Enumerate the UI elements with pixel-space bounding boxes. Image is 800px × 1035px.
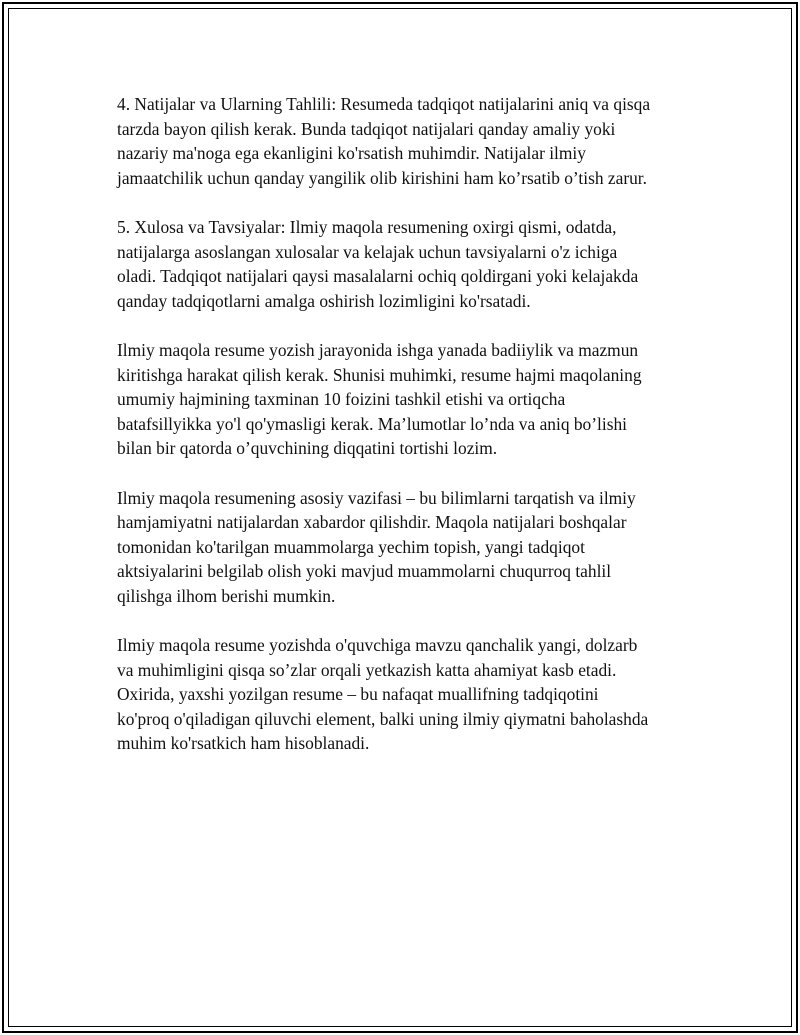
paragraph-final-remarks — [117, 633, 689, 756]
text-line: qanday tadqiqotlarni amalga oshirish lozimligini ko'rsatadi. — [117, 290, 531, 311]
text-line: oladi. Tadqiqot natijalari qaysi masalalarni ochiq qoldirgani yoki kelajakda — [117, 266, 639, 287]
text-line: jamaatchilik uchun qanday yangilik olib kirishini ham ko’rsatib o’tish zarur. — [117, 167, 647, 188]
text-line: Oxirida, yaxshi yozilgan resume – bu nafaqat muallifning tadqiqotini — [117, 684, 599, 705]
text-line: ko'proq o'qiladigan qiluvchi element, balki uning ilmiy qiymatni baholashda — [117, 708, 649, 729]
paragraph-results-analysis — [117, 92, 689, 190]
text-line: tarzda bayon qilish kerak. Bunda tadqiqot natijalari qanday amaliy yoki — [117, 118, 616, 139]
text-line: 5. Xulosa va Tavsiyalar: Ilmiy maqola resumening oxirgi qismi, odatda, — [117, 216, 617, 237]
text-line: tomonidan ko'tarilgan muammolarga yechim topish, yangi tadqiqot — [117, 536, 585, 557]
document-body — [117, 92, 689, 781]
text-line: Ilmiy maqola resume yozish jarayonida ishga yanada badiiylik va mazmun — [117, 339, 639, 360]
text-line: va muhimligini qisqa so’zlar orqali yetkazish katta ahamiyat kasb etadi. — [117, 659, 617, 680]
text-line: nazariy ma'noga ega ekanligini ko'rsatish muhimdir. Natijalar ilmiy — [117, 143, 586, 164]
text-line: Ilmiy maqola resumening asosiy vazifasi – bu bilimlarni tarqatish va ilmiy — [117, 487, 636, 508]
text-line: Ilmiy maqola resume yozishda o'quvchiga mavzu qanchalik yangi, dolzarb — [117, 635, 638, 656]
text-line: muhim ko'rsatkich ham hisoblanadi. — [117, 733, 370, 754]
text-line: hamjamiyatni natijalardan xabardor qilishdir. Maqola natijalari boshqalar — [117, 512, 627, 533]
paragraph-conclusion-recommendations — [117, 215, 689, 313]
paragraph-writing-process — [117, 338, 689, 461]
paragraph-main-purpose — [117, 486, 689, 609]
text-line: umumiy hajmining taxminan 10 foizini tashkil etishi va ortiqcha — [117, 389, 566, 410]
text-line: kiritishga harakat qilish kerak. Shunisi muhimki, resume hajmi maqolaning — [117, 364, 642, 385]
text-line: qilishga ilhom berishi mumkin. — [117, 585, 336, 606]
text-line: natijalarga asoslangan xulosalar va kelajak uchun tavsiyalarni o'z ichiga — [117, 241, 618, 262]
text-line: 4. Natijalar va Ularning Tahlili: Resumeda tadqiqot natijalarini aniq va qisqa — [117, 94, 651, 114]
text-line: bilan bir qatorda o’quvchining diqqatini tortishi lozim. — [117, 438, 498, 459]
text-line: aktsiyalarini belgilab olish yoki mavjud muammolarni chuqurroq tahlil — [117, 561, 612, 582]
text-line: batafsillyikka yo'l qo'ymasligi kerak. Ma’lumotlar lo’nda va aniq bo’lishi — [117, 413, 628, 434]
